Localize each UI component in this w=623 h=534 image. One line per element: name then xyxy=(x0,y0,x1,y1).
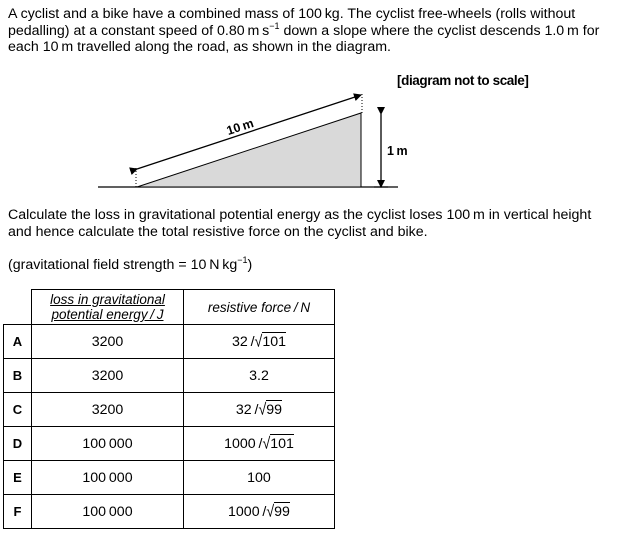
option-force: 100 xyxy=(184,461,335,495)
slope-label: 10 m xyxy=(224,116,256,138)
table-header-row xyxy=(4,290,335,325)
option-row-d[interactable] xyxy=(4,427,335,461)
gravity-note: (gravitational field strength = 10 N $kg^{-1}$) xyxy=(8,255,253,273)
option-row-a[interactable] xyxy=(4,325,335,359)
intro-line-3: each 10 m travelled along the road, as shown in the diagram. xyxy=(8,39,391,55)
option-letter: E xyxy=(4,461,32,495)
task-line-2: and hence calculate the total resistive force on the cyclist and bike. xyxy=(8,223,428,240)
option-letter: F xyxy=(4,495,32,529)
task-line-1: Calculate the loss in gravitational potential energy as the cyclist loses 100 m in vertical height xyxy=(8,207,592,223)
height-label: 1 m xyxy=(387,144,408,158)
option-energy: 3200 xyxy=(32,393,184,427)
option-row-b[interactable] xyxy=(4,359,335,393)
answer-options-table xyxy=(3,289,335,529)
option-energy: 3200 xyxy=(32,359,184,393)
option-letter: C xyxy=(4,393,32,427)
option-energy: 100 000 xyxy=(32,495,184,529)
option-force: 32 /√101 xyxy=(184,325,335,359)
option-energy: 100 000 xyxy=(32,461,184,495)
intro-line-2: pedalling) at a constant speed of 0.80 m $s^{-1}$ down a slope where the cyclist descends 1.0 m for xyxy=(8,20,600,39)
question-intro xyxy=(8,6,599,56)
option-row-e[interactable] xyxy=(4,461,335,495)
option-letter: B xyxy=(4,359,32,393)
intro-line-1: A cyclist and a bike have a combined mass of 100 kg. The cyclist free-wheels (rolls without xyxy=(8,6,576,22)
option-letter: A xyxy=(4,325,32,359)
option-force: 1000 /√99 xyxy=(184,495,335,529)
option-force: 3.2 xyxy=(184,359,335,393)
option-letter: D xyxy=(4,427,32,461)
diagram-note: [diagram not to scale] xyxy=(397,73,529,88)
force-header: resistive force / N xyxy=(184,290,335,325)
energy-header: loss in gravitational potential energy / J xyxy=(32,290,184,325)
option-force: 32 /√99 xyxy=(184,393,335,427)
option-energy: 3200 xyxy=(32,325,184,359)
question-task xyxy=(8,207,591,240)
option-force: 1000 /√101 xyxy=(184,427,335,461)
option-row-c[interactable] xyxy=(4,393,335,427)
option-energy: 100 000 xyxy=(32,427,184,461)
option-row-f[interactable] xyxy=(4,495,335,529)
slope-diagram xyxy=(90,82,420,194)
